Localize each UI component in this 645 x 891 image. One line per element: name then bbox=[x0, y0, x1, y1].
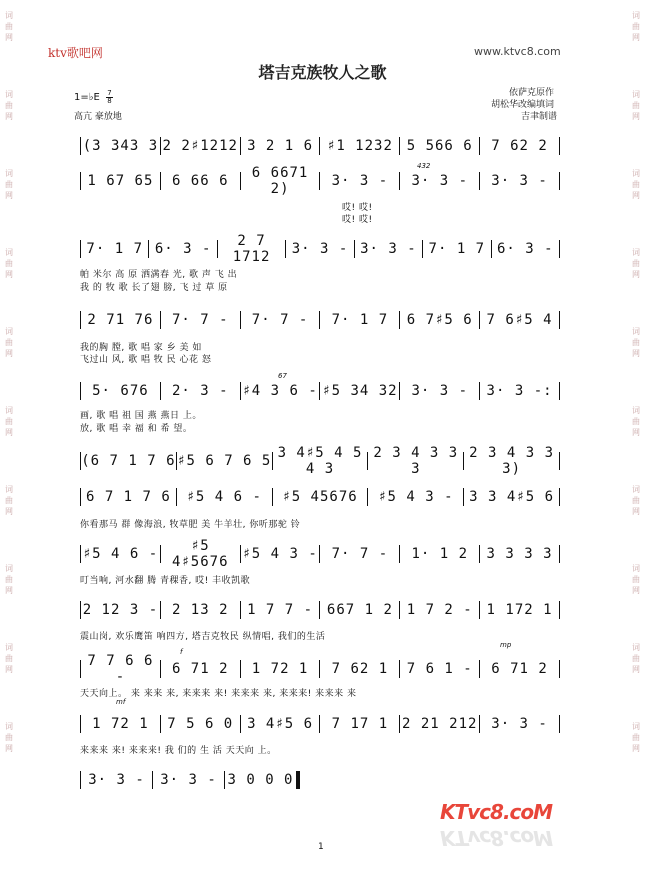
lyric-verse-1: 画, 歌 唱 祖 国 燕 燕日 上。 bbox=[80, 411, 202, 421]
ktvc8-logo: KTvc8.coM bbox=[440, 800, 553, 824]
measure: ♯1 1232 bbox=[326, 138, 393, 154]
watermark-char: 网 bbox=[5, 744, 13, 753]
barline bbox=[559, 660, 560, 678]
watermark-char: 词 bbox=[632, 485, 640, 494]
lyric-verse-2: 我 的 牧 歌 长了翅 膀, 飞 过 草 原 bbox=[80, 283, 228, 293]
watermark-char: 曲 bbox=[632, 259, 640, 268]
measure: 3· 3 - bbox=[88, 772, 145, 788]
tempo-marking: 高亢 豪放地 bbox=[74, 112, 122, 122]
watermark-char: 词 bbox=[5, 327, 13, 336]
watermark-char: 网 bbox=[5, 191, 13, 200]
watermark-char: 曲 bbox=[632, 22, 640, 31]
measure: 3· 3 - bbox=[291, 241, 349, 257]
watermark-char: 网 bbox=[632, 586, 640, 595]
measure: 1 72 1 bbox=[92, 716, 149, 732]
watermark-char: 网 bbox=[632, 112, 640, 121]
page-number: 1 bbox=[318, 842, 324, 852]
measure: 3 3 3 3 bbox=[486, 546, 553, 562]
measure: 6 6671 2) bbox=[251, 165, 309, 197]
measure: 6 7 1 7 6 bbox=[85, 489, 171, 505]
dynamic-mark: mf bbox=[116, 698, 126, 706]
dynamic-mark: f bbox=[180, 648, 183, 656]
dynamic-mark: mp bbox=[500, 641, 512, 649]
measure: 2 13 2 bbox=[171, 602, 229, 618]
watermark-char: 网 bbox=[5, 349, 13, 358]
barline bbox=[559, 488, 560, 506]
logo-reflection: KTvc8.coM bbox=[440, 826, 553, 850]
watermark-char: 曲 bbox=[5, 575, 13, 584]
watermark-char: 曲 bbox=[632, 733, 640, 742]
measure: 3 0 0 0 bbox=[227, 772, 294, 788]
measure: ♯5 4 6 - bbox=[82, 546, 159, 562]
watermark-char: 曲 bbox=[5, 101, 13, 110]
watermark-char: 词 bbox=[632, 564, 640, 573]
watermark-char: 网 bbox=[5, 586, 13, 595]
lyric: 叮当响, 河水翻 腾 青稞香, 哎! 丰收凯歌 bbox=[80, 576, 251, 586]
measure: 3 3 4♯5 6 bbox=[469, 489, 555, 505]
measure: ♯5 4 6 - bbox=[186, 489, 262, 505]
measure: 7 6 1 - bbox=[406, 661, 473, 677]
measure: 7· 1 7 bbox=[331, 312, 389, 328]
measure: (3 343 3 bbox=[82, 138, 159, 154]
song-title: 塔吉克族牧人之歌 bbox=[258, 63, 387, 82]
barline bbox=[559, 601, 560, 619]
final-barline bbox=[296, 771, 300, 789]
measure: 7 7 6 6 - bbox=[87, 653, 154, 685]
lyric-verse-1: 帕 米尔 高 原 洒满春 光, 歌 声 飞 出 bbox=[80, 270, 238, 280]
watermark-char: 网 bbox=[5, 112, 13, 121]
measure: 667 1 2 bbox=[326, 602, 393, 618]
time-signature bbox=[106, 90, 113, 105]
watermark-char: 曲 bbox=[632, 654, 640, 663]
credit-transcriber: 吉聿制谱 bbox=[521, 112, 558, 122]
barline bbox=[559, 172, 560, 190]
watermark-char: 网 bbox=[632, 507, 640, 516]
measure: ♯4 3 6 - bbox=[242, 383, 318, 399]
measure: 3· 3 - bbox=[491, 716, 548, 732]
watermark-char: 网 bbox=[632, 665, 640, 674]
tie-mark: 67 bbox=[278, 372, 287, 380]
measure: 1· 1 2 bbox=[411, 546, 469, 562]
measure: 3· 3 - bbox=[360, 241, 417, 257]
watermark-char: 词 bbox=[5, 169, 13, 178]
lyric-verse-1: 哎! 哎! bbox=[342, 203, 373, 213]
meter-top: 7 bbox=[107, 89, 112, 97]
watermark-char: 网 bbox=[5, 428, 13, 437]
barline bbox=[559, 452, 560, 470]
barline bbox=[559, 311, 560, 329]
watermark-char: 网 bbox=[5, 507, 13, 516]
notes-row bbox=[80, 601, 560, 619]
measure: 3· 3 - bbox=[160, 772, 217, 788]
measure: 7 17 1 bbox=[331, 716, 389, 732]
watermark-char: 曲 bbox=[632, 338, 640, 347]
watermark-char: 曲 bbox=[5, 733, 13, 742]
meter-bottom: 8 bbox=[107, 97, 112, 105]
notes-row bbox=[80, 488, 560, 506]
watermark-char: 网 bbox=[632, 191, 640, 200]
measure: (6 7 1 7 6 bbox=[81, 453, 176, 469]
fermata-mark: 432 bbox=[417, 162, 431, 170]
measure: ♯5 45676 bbox=[282, 489, 358, 505]
measure: 7 62 1 bbox=[331, 661, 389, 677]
lyric: 震山岗, 欢乐鹰笛 响四方, 塔吉克牧民 纵情唱, 我们的生活 bbox=[80, 632, 326, 642]
barline bbox=[559, 240, 560, 258]
watermark-char: 词 bbox=[5, 11, 13, 20]
watermark-char: 词 bbox=[5, 564, 13, 573]
watermark-char: 词 bbox=[5, 90, 13, 99]
measure: 7 5 6 0 bbox=[167, 716, 234, 732]
measure: 5 566 6 bbox=[406, 138, 473, 154]
measure: ♯5 4 3 - bbox=[242, 546, 318, 562]
measure: 6 71 2 bbox=[491, 661, 548, 677]
measure: 1 7 7 - bbox=[247, 602, 314, 618]
watermark-char: 曲 bbox=[5, 654, 13, 663]
site-url: www.ktvc8.com bbox=[474, 45, 561, 58]
lyric-verse-2: 哎! 哎! bbox=[342, 215, 373, 225]
barline bbox=[559, 137, 560, 155]
measure: 6 7♯5 6 bbox=[406, 312, 473, 328]
watermark-char: 曲 bbox=[5, 338, 13, 347]
notes-row bbox=[80, 137, 560, 155]
watermark-char: 曲 bbox=[632, 417, 640, 426]
measure: 3 4♯5 6 bbox=[247, 716, 314, 732]
watermark-char: 网 bbox=[5, 33, 13, 42]
measure: 6· 3 - bbox=[496, 241, 554, 257]
watermark-char: 词 bbox=[632, 643, 640, 652]
notes-row bbox=[80, 538, 560, 570]
watermark-char: 词 bbox=[5, 643, 13, 652]
notes-row bbox=[80, 311, 560, 329]
watermark-char: 词 bbox=[632, 90, 640, 99]
measure: 2 71 76 bbox=[87, 312, 154, 328]
measure: 2 21 212 bbox=[402, 716, 478, 732]
measure: 7· 1 7 bbox=[428, 241, 486, 257]
watermark-char: 曲 bbox=[5, 22, 13, 31]
measure: 7· 1 7 bbox=[86, 241, 143, 257]
lyric-verse-2: 放, 歌 唱 幸 福 和 希 望。 bbox=[80, 424, 193, 434]
measure: 3 2 1 6 bbox=[247, 138, 314, 154]
watermark-char: 网 bbox=[5, 270, 13, 279]
lyric-verse-2: 飞过山 风, 歌 唱 牧 民 心花 怒 bbox=[80, 355, 212, 365]
measure: ♯5 4 3 - bbox=[378, 489, 454, 505]
measure: 3· 3 - bbox=[491, 173, 548, 189]
measure: 2 3 4 3 3 3) bbox=[469, 445, 555, 477]
measure: 2 2♯1212 bbox=[162, 138, 238, 154]
lyric: 你看那马 群 像海浪, 牧草肥 美 牛羊壮, 你听那驼 铃 bbox=[80, 520, 301, 530]
watermark-char: 网 bbox=[632, 744, 640, 753]
watermark-char: 词 bbox=[5, 248, 13, 257]
lyric: 来来来 来! 来来来! 我 们的 生 活 天天向 上。 bbox=[80, 746, 277, 756]
notes-row bbox=[80, 771, 300, 789]
measure: 6 66 6 bbox=[171, 173, 229, 189]
watermark-char: 曲 bbox=[632, 496, 640, 505]
notes-row bbox=[80, 715, 560, 733]
key-signature: 1=♭E bbox=[74, 92, 100, 103]
watermark-char: 曲 bbox=[632, 180, 640, 189]
measure: 7 6♯5 4 bbox=[486, 312, 553, 328]
watermark-char: 网 bbox=[632, 270, 640, 279]
measure: 3· 3 - bbox=[411, 173, 469, 189]
site-name: ktv歌吧网 bbox=[48, 46, 103, 60]
watermark-char: 词 bbox=[5, 485, 13, 494]
watermark-char: 词 bbox=[632, 248, 640, 257]
credit-original: 依萨克原作 bbox=[509, 88, 555, 98]
watermark-char: 曲 bbox=[632, 101, 640, 110]
measure: 1 7 2 - bbox=[406, 602, 473, 618]
measure: 2 12 3 - bbox=[82, 602, 159, 618]
measure: 7· 7 - bbox=[171, 312, 229, 328]
measure: 2· 3 - bbox=[171, 383, 229, 399]
notes-row bbox=[80, 653, 560, 685]
measure: 5· 676 bbox=[92, 383, 149, 399]
measure: 2 7 1712 bbox=[232, 233, 271, 265]
watermark-char: 词 bbox=[5, 722, 13, 731]
measure: 3· 3 - bbox=[411, 383, 469, 399]
notes-row bbox=[80, 445, 560, 477]
measure: 6 71 2 bbox=[171, 661, 229, 677]
watermark-char: 网 bbox=[632, 428, 640, 437]
watermark-char: 曲 bbox=[5, 259, 13, 268]
left-watermark-strip bbox=[2, 10, 16, 800]
measure: 3· 3 - bbox=[331, 173, 389, 189]
measure: 1 172 1 bbox=[486, 602, 553, 618]
measure: ♯5 34 32 bbox=[322, 383, 398, 399]
watermark-char: 词 bbox=[632, 406, 640, 415]
measure: 1 72 1 bbox=[251, 661, 309, 677]
watermark-char: 网 bbox=[632, 33, 640, 42]
watermark-char: 词 bbox=[632, 722, 640, 731]
measure: ♯5 6 7 6 5 bbox=[177, 453, 272, 469]
lyric-verse-1: 我的胸 膛, 歌 唱 家 乡 美 如 bbox=[80, 343, 202, 353]
watermark-char: 曲 bbox=[5, 496, 13, 505]
measure: 6· 3 - bbox=[154, 241, 212, 257]
measure: 7· 7 - bbox=[251, 312, 309, 328]
watermark-char: 网 bbox=[5, 665, 13, 674]
watermark-char: 词 bbox=[5, 406, 13, 415]
watermark-char: 曲 bbox=[5, 417, 13, 426]
measure: 7 62 2 bbox=[491, 138, 548, 154]
right-watermark-strip bbox=[629, 10, 643, 800]
watermark-char: 网 bbox=[632, 349, 640, 358]
watermark-char: 词 bbox=[632, 169, 640, 178]
credit-arranger: 胡松华改编填词 bbox=[491, 100, 555, 110]
measure: 1 67 65 bbox=[87, 173, 154, 189]
watermark-char: 词 bbox=[632, 327, 640, 336]
watermark-char: 曲 bbox=[632, 575, 640, 584]
measure: 2 3 4 3 3 3 bbox=[373, 445, 459, 477]
lyric: 天天向上。 来 来来 来, 来来来 来! 来来来 来, 来来来! 来来来 来 bbox=[80, 689, 357, 699]
notes-row bbox=[80, 382, 560, 400]
measure: 3· 3 -: bbox=[486, 383, 553, 399]
watermark-char: 曲 bbox=[5, 180, 13, 189]
measure: 3 4♯5 4 5 4 3 bbox=[277, 445, 363, 477]
barline bbox=[559, 545, 560, 563]
watermark-char: 词 bbox=[632, 11, 640, 20]
measure: ♯5 4♯5676 bbox=[171, 538, 229, 570]
barline bbox=[559, 715, 560, 733]
barline bbox=[559, 382, 560, 400]
measure: 7· 7 - bbox=[331, 546, 389, 562]
notes-row bbox=[80, 233, 560, 265]
